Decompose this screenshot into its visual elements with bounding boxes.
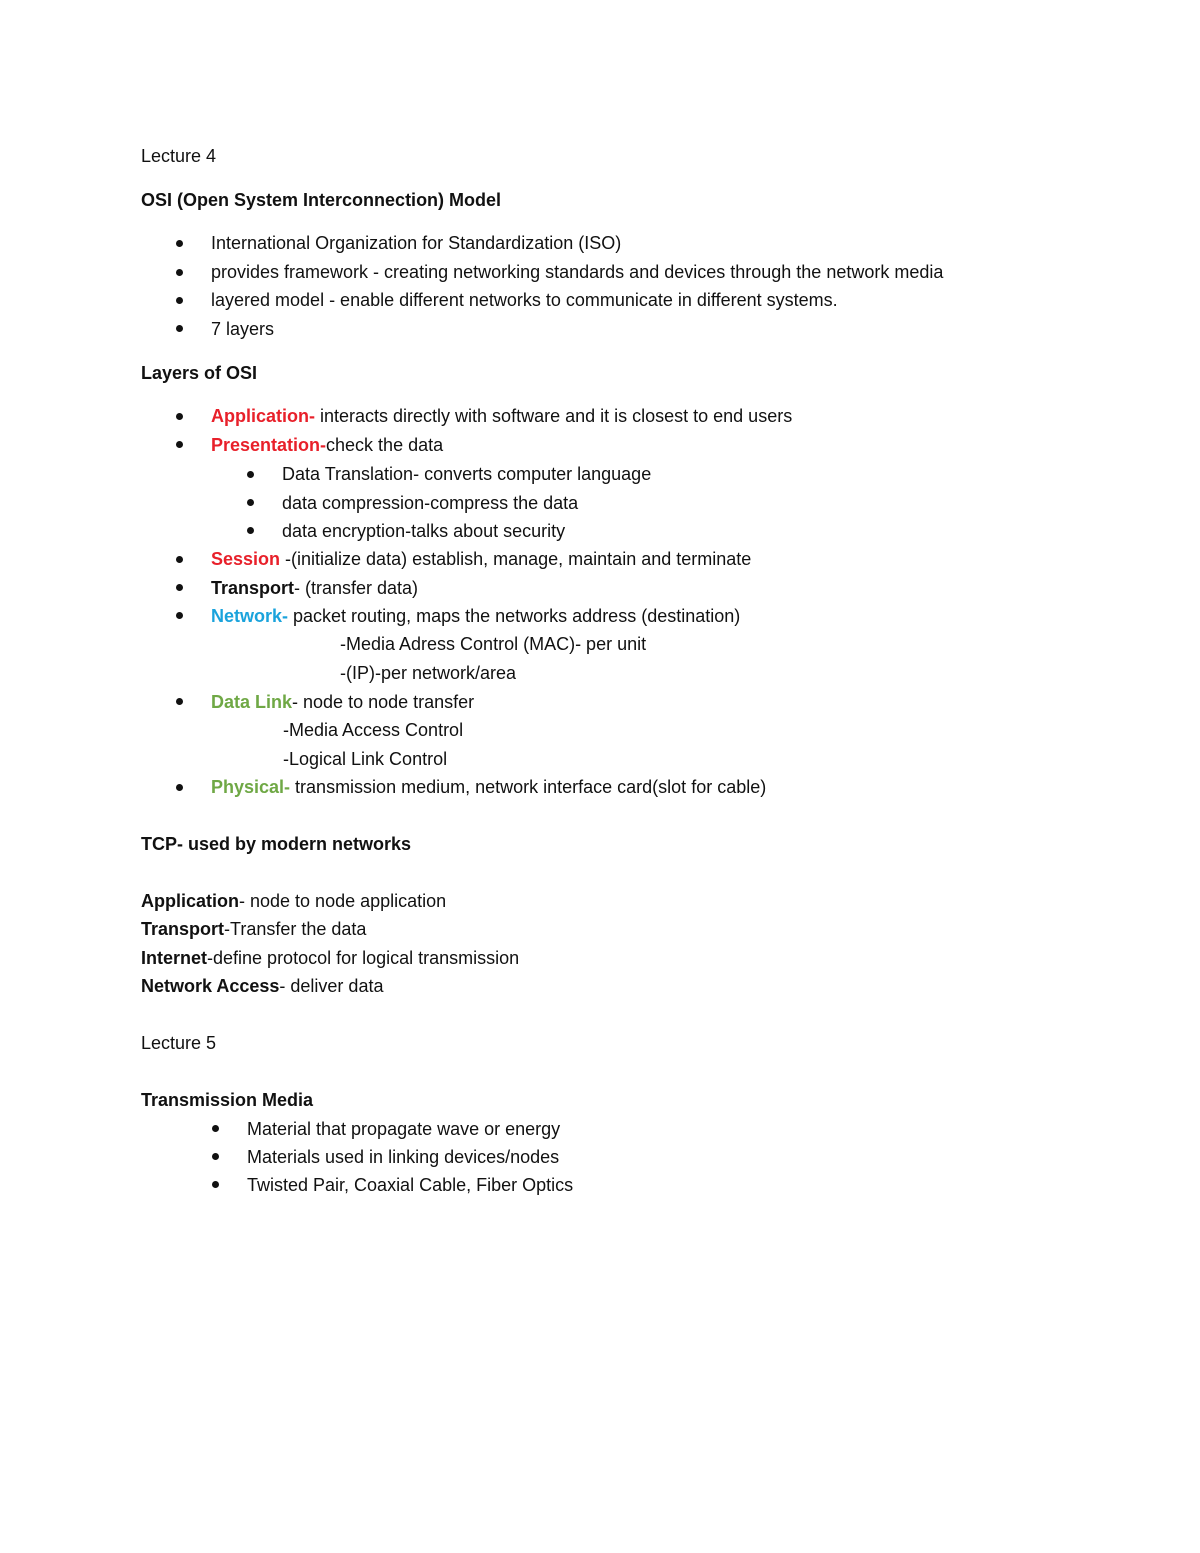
layer-name: Network- [211, 606, 289, 626]
tcp-layer-application [141, 890, 446, 912]
layer-desc: -(initialize data) establish, manage, maintain and terminate [285, 549, 752, 569]
tcp-desc: - deliver data [279, 976, 384, 996]
tcp-desc: - node to node application [239, 891, 447, 911]
presentation-sub-3: data encryption-talks about security [282, 521, 566, 541]
osi-bullet-2: provides framework - creating networking standards and devices through the network media [211, 262, 944, 282]
bullet-icon [247, 471, 254, 478]
bullet-icon [176, 325, 183, 332]
bullet-icon [176, 413, 183, 420]
layer-name: Presentation- [211, 435, 327, 455]
lecture-5-heading: Lecture 5 [141, 1033, 217, 1053]
bullet-icon [176, 441, 183, 448]
tcp-layer-transport [141, 918, 366, 940]
tcp-title: TCP- used by modern networks [141, 834, 412, 854]
bullet-icon [247, 527, 254, 534]
bullet-icon [176, 612, 183, 619]
osi-model-title: OSI (Open System Interconnection) Model [141, 190, 502, 210]
layer-application [211, 405, 792, 427]
layer-transport [211, 577, 418, 599]
network-note-1: -Media Adress Control (MAC)- per unit [340, 634, 647, 654]
layer-name: Physical- [211, 777, 291, 797]
network-note-2: -(IP)-per network/area [340, 663, 517, 683]
layer-desc: packet routing, maps the networks address (destination) [288, 606, 741, 626]
bullet-icon [176, 698, 183, 705]
tcp-layer-network-access [141, 975, 383, 997]
layer-desc: interacts directly with software and it is closest to end users [315, 406, 793, 426]
layer-network [211, 605, 740, 627]
layer-desc: transmission medium, network interface card(slot for cable) [290, 777, 767, 797]
presentation-sub-1: Data Translation- converts computer language [282, 464, 652, 484]
bullet-icon [247, 499, 254, 506]
layer-presentation [211, 434, 443, 456]
bullet-icon [176, 784, 183, 791]
media-bullet-3: Twisted Pair, Coaxial Cable, Fiber Optics [247, 1175, 574, 1195]
tcp-desc: -Transfer the data [224, 919, 367, 939]
media-bullet-1: Material that propagate wave or energy [247, 1119, 561, 1139]
tcp-term: Internet [141, 948, 208, 968]
layers-title: Layers of OSI [141, 363, 258, 383]
transmission-media-title: Transmission Media [141, 1090, 314, 1110]
bullet-icon [176, 297, 183, 304]
osi-bullet-3: layered model - enable different networks to communicate in different systems. [211, 290, 838, 310]
data-link-note-2: -Logical Link Control [283, 749, 448, 769]
bullet-icon [176, 269, 183, 276]
bullet-icon [212, 1181, 219, 1188]
layer-name: Transport [211, 578, 295, 598]
media-bullet-2: Materials used in linking devices/nodes [247, 1147, 560, 1167]
data-link-note-1: -Media Access Control [283, 720, 464, 740]
layer-session [211, 548, 751, 570]
osi-bullet-1: International Organization for Standardization (ISO) [211, 233, 622, 253]
layer-desc: check the data [326, 435, 444, 455]
presentation-sub-2: data compression-compress the data [282, 493, 579, 513]
layer-name: Data Link [211, 692, 293, 712]
osi-bullet-4: 7 layers [211, 319, 275, 339]
tcp-term: Network Access [141, 976, 280, 996]
tcp-term: Transport [141, 919, 225, 939]
layer-desc: - node to node transfer [292, 692, 475, 712]
tcp-term: Application [141, 891, 239, 911]
lecture-4-heading: Lecture 4 [141, 146, 217, 166]
layer-physical [211, 776, 766, 798]
layer-name: Session [211, 549, 286, 569]
tcp-layer-internet [141, 947, 519, 969]
tcp-desc: -define protocol for logical transmission [207, 948, 520, 968]
bullet-icon [176, 556, 183, 563]
layer-name: Application- [211, 406, 315, 426]
layer-desc: - (transfer data) [294, 578, 419, 598]
bullet-icon [176, 240, 183, 247]
layer-data-link [211, 691, 474, 713]
bullet-icon [212, 1153, 219, 1160]
bullet-icon [176, 584, 183, 591]
bullet-icon [212, 1125, 219, 1132]
